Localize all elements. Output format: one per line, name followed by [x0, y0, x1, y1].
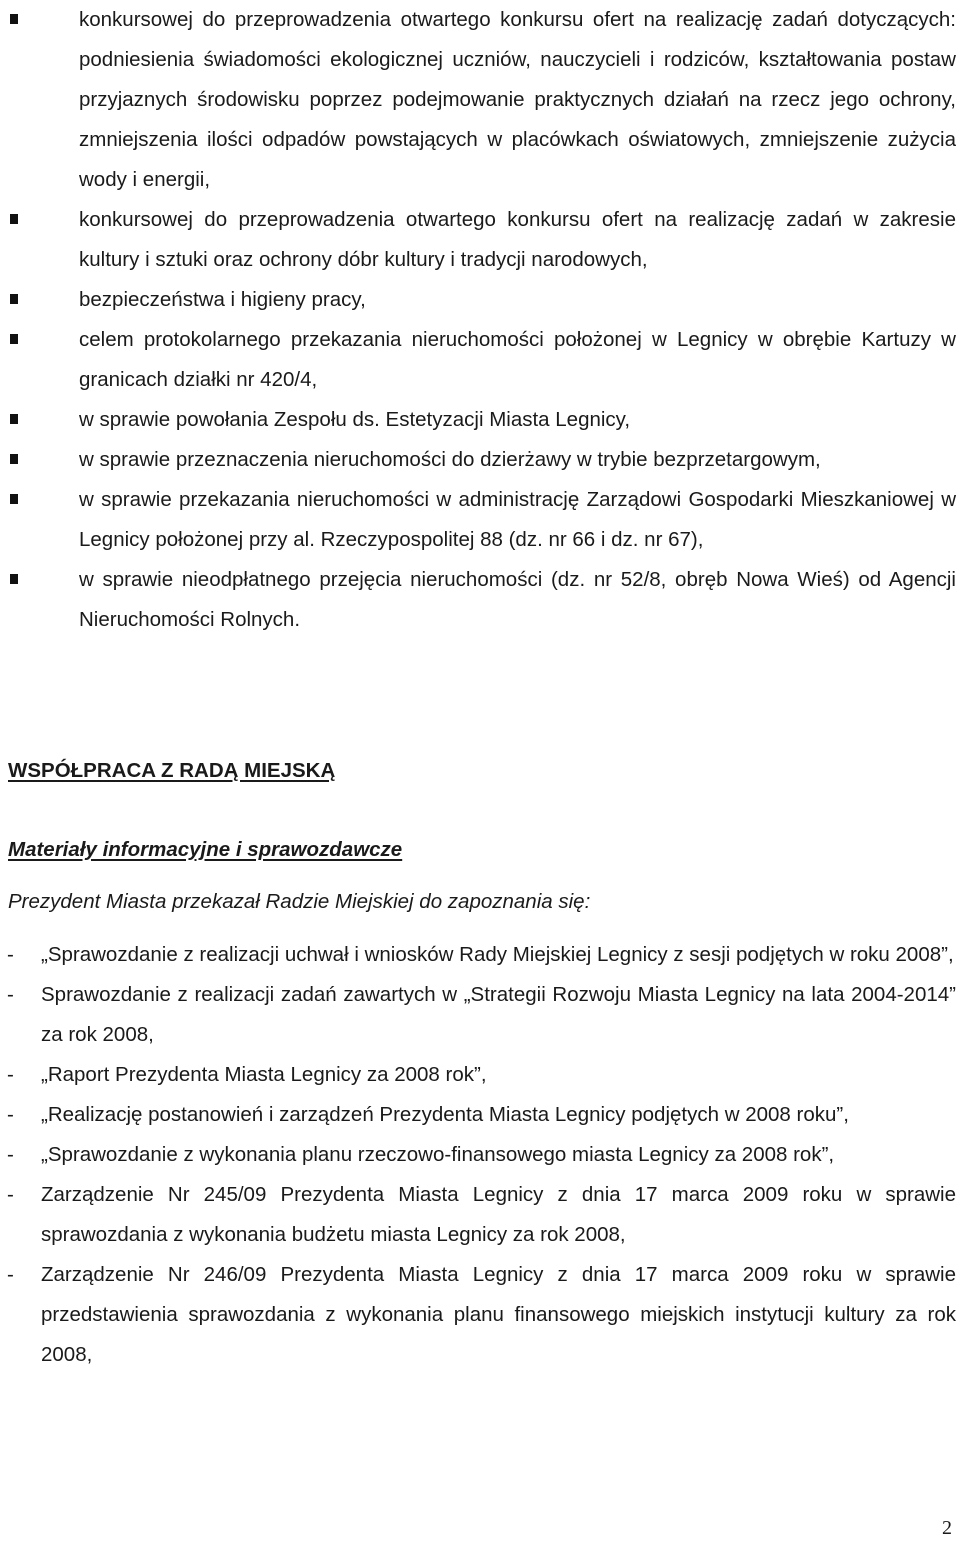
list-item [0, 200, 960, 280]
list-item-text: celem protokolarnego przekazania nieruchomości położonej w Legnicy w obrębie Kartuzy w granicach działki nr 420/4, [79, 328, 956, 391]
list-item [0, 0, 960, 200]
section-heading: WSPÓŁPRACA Z RADĄ MIEJSKĄ [8, 759, 336, 782]
square-bullet-icon [10, 294, 18, 304]
list-item [0, 1055, 960, 1095]
dash-marker: - [7, 983, 14, 1006]
list-item-text: „Sprawozdanie z realizacji uchwał i wniosków Rady Miejskiej Legnicy z sesji podjętych w roku 2008”, [41, 943, 954, 966]
list-item-text: w sprawie przeznaczenia nieruchomości do dzierżawy w trybie bezprzetargowym, [79, 448, 821, 471]
list-item-text: Sprawozdanie z realizacji zadań zawartych w „Strategii Rozwoju Miasta Legnicy na lata 2004-2014” za rok 2008, [41, 983, 956, 1046]
list-item [0, 975, 960, 1055]
list-item [0, 1175, 960, 1255]
list-item-text: Zarządzenie Nr 245/09 Prezydenta Miasta Legnicy z dnia 17 marca 2009 roku w sprawie sprawozdania z wykonania budżetu miasta Legnicy za rok 2008, [41, 1183, 956, 1246]
dash-marker: - [7, 1183, 14, 1206]
page-number: 2 [942, 1517, 952, 1539]
intro-text: Prezydent Miasta przekazał Radzie Miejskiej do zapoznania się: [8, 890, 591, 913]
list-item-text: konkursowej do przeprowadzenia otwartego konkursu ofert na realizację zadań dotyczących: podniesienia świadomości ekologicznej uczniów, nauczycieli i rodziców, kształtowania postaw przyjaznych środowisku poprzez podejmowanie praktycznych działań na rzecz jego ochrony, zmniejszenia ilości odpadów powstających w placówkach oświatowych, zmniejszenie zużycia wody i energii, [79, 8, 956, 191]
dash-marker: - [7, 943, 14, 966]
list-item-text: konkursowej do przeprowadzenia otwartego konkursu ofert na realizację zadań w zakresie kultury i sztuki oraz ochrony dóbr kultury i tradycji narodowych, [79, 208, 956, 271]
list-item-text: „Realizację postanowień i zarządzeń Prezydenta Miasta Legnicy podjętych w 2008 roku”, [41, 1103, 849, 1126]
list-item-text: „Sprawozdanie z wykonania planu rzeczowo-finansowego miasta Legnicy za 2008 rok”, [41, 1143, 835, 1166]
dash-marker: - [7, 1063, 14, 1086]
square-bullet-icon [10, 214, 18, 224]
square-bullet-icon [10, 574, 18, 584]
list-item-text: w sprawie przekazania nieruchomości w administrację Zarządowi Gospodarki Mieszkaniowej w Legnicy położonej przy al. Rzeczypospolitej 88 (dz. nr 66 i dz. nr 67), [79, 488, 956, 551]
list-item-text: Zarządzenie Nr 246/09 Prezydenta Miasta Legnicy z dnia 17 marca 2009 roku w sprawie przedstawienia sprawozdania z wykonania planu finansowego miejskich instytucji kultury za rok 2008, [41, 1263, 956, 1366]
list-item [0, 320, 960, 400]
list-item [0, 1255, 960, 1375]
list-item [0, 400, 960, 440]
bullet-list [0, 0, 960, 640]
square-bullet-icon [10, 14, 18, 24]
list-item-text: bezpieczeństwa i higieny pracy, [79, 288, 366, 311]
list-item-text: w sprawie nieodpłatnego przejęcia nieruchomości (dz. nr 52/8, obręb Nowa Wieś) od Agencji Nieruchomości Rolnych. [79, 568, 956, 631]
section-subheading: Materiały informacyjne i sprawozdawcze [8, 838, 403, 861]
dash-marker: - [7, 1143, 14, 1166]
list-item [0, 1095, 960, 1135]
square-bullet-icon [10, 494, 18, 504]
list-item [0, 935, 960, 975]
list-item [0, 1135, 960, 1175]
square-bullet-icon [10, 334, 18, 344]
square-bullet-icon [10, 414, 18, 424]
square-bullet-icon [10, 454, 18, 464]
list-item-text: „Raport Prezydenta Miasta Legnicy za 2008 rok”, [41, 1063, 487, 1086]
dash-list [0, 935, 960, 1375]
dash-marker: - [7, 1103, 14, 1126]
list-item-text: w sprawie powołania Zespołu ds. Estetyzacji Miasta Legnicy, [79, 408, 631, 431]
list-item [0, 440, 960, 480]
list-item [0, 560, 960, 640]
dash-marker: - [7, 1263, 14, 1286]
list-item [0, 480, 960, 560]
list-item [0, 280, 960, 320]
